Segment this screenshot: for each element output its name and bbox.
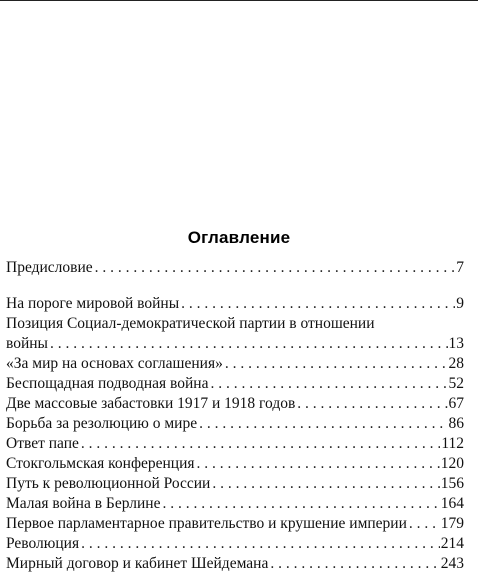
toc-entry-page: 164 xyxy=(440,495,464,512)
toc-entry-page: 52 xyxy=(448,375,464,392)
toc-entry-title: На пороге мировой войны xyxy=(6,295,180,312)
toc-entry-title: «За мир на основах соглашения» xyxy=(6,355,223,372)
toc-entry-title: Стокгольмская конференция xyxy=(6,455,195,472)
toc-entry[interactable] xyxy=(6,294,464,314)
dot-leader xyxy=(407,514,440,534)
toc-entry-page: 67 xyxy=(448,395,464,412)
dot-leader xyxy=(197,414,447,434)
toc-entry-page: 112 xyxy=(441,435,464,452)
toc-entry-page: 7 xyxy=(456,259,464,276)
dot-leader xyxy=(48,334,448,354)
toc-entry-page: 179 xyxy=(440,515,464,532)
toc-entry-page: 156 xyxy=(440,475,464,492)
toc-entry[interactable] xyxy=(6,314,464,354)
toc-entry-title: Ответ папе xyxy=(6,435,79,452)
toc-entry[interactable] xyxy=(6,414,464,434)
toc-entry-page: 86 xyxy=(448,415,464,432)
toc-entry-title: Мирный договор и кабинет Шейдемана xyxy=(6,555,269,572)
toc-entry-page: 214 xyxy=(440,535,464,552)
toc-entry[interactable] xyxy=(6,434,464,454)
toc-entry-title: Революция xyxy=(6,535,80,552)
toc-entry[interactable] xyxy=(6,258,464,278)
toc-entry-page: 13 xyxy=(448,335,464,352)
page-top-rule xyxy=(0,0,478,1)
dot-leader xyxy=(295,394,447,414)
toc-entry-title-line2: войны xyxy=(6,335,48,352)
toc-entry-title: Первое парламентарное правительство и крушение империи xyxy=(6,515,407,532)
dot-leader xyxy=(208,374,447,394)
toc-entry-title-line1: Позиция Социал-демократической партии в отношении xyxy=(6,315,375,332)
toc-entry-title: Путь к революционной России xyxy=(6,475,211,492)
table-of-contents xyxy=(6,258,464,574)
toc-entry-title: Предисловие xyxy=(6,259,93,276)
toc-entry[interactable] xyxy=(6,514,464,534)
dot-leader xyxy=(223,354,448,374)
toc-entry-title: Две массовые забастовки 1917 и 1918 годов xyxy=(6,395,296,412)
toc-entry[interactable] xyxy=(6,454,464,474)
toc-entry-page: 120 xyxy=(440,455,464,472)
dot-leader xyxy=(79,534,440,554)
toc-entry[interactable] xyxy=(6,494,464,514)
dot-leader xyxy=(93,258,456,278)
toc-entry-title: Малая война в Берлине xyxy=(6,495,161,512)
toc-entry-title: Борьба за резолюцию о мире xyxy=(6,415,198,432)
toc-entry[interactable] xyxy=(6,394,464,414)
toc-entry-page: 9 xyxy=(456,295,464,312)
dot-leader xyxy=(160,494,439,514)
toc-entry-title: Беспощадная подводная война xyxy=(6,375,209,392)
toc-entry[interactable] xyxy=(6,474,464,494)
toc-entry[interactable] xyxy=(6,554,464,574)
toc-entry-page: 28 xyxy=(448,355,464,372)
dot-leader xyxy=(195,454,440,474)
toc-entry[interactable] xyxy=(6,374,464,394)
dot-leader xyxy=(210,474,439,494)
toc-heading: Оглавление xyxy=(187,228,291,247)
dot-leader xyxy=(268,554,439,574)
toc-entry[interactable] xyxy=(6,534,464,554)
dot-leader xyxy=(179,294,455,314)
dot-leader xyxy=(79,434,440,454)
toc-entry-page: 243 xyxy=(440,555,464,572)
toc-entry[interactable] xyxy=(6,354,464,374)
